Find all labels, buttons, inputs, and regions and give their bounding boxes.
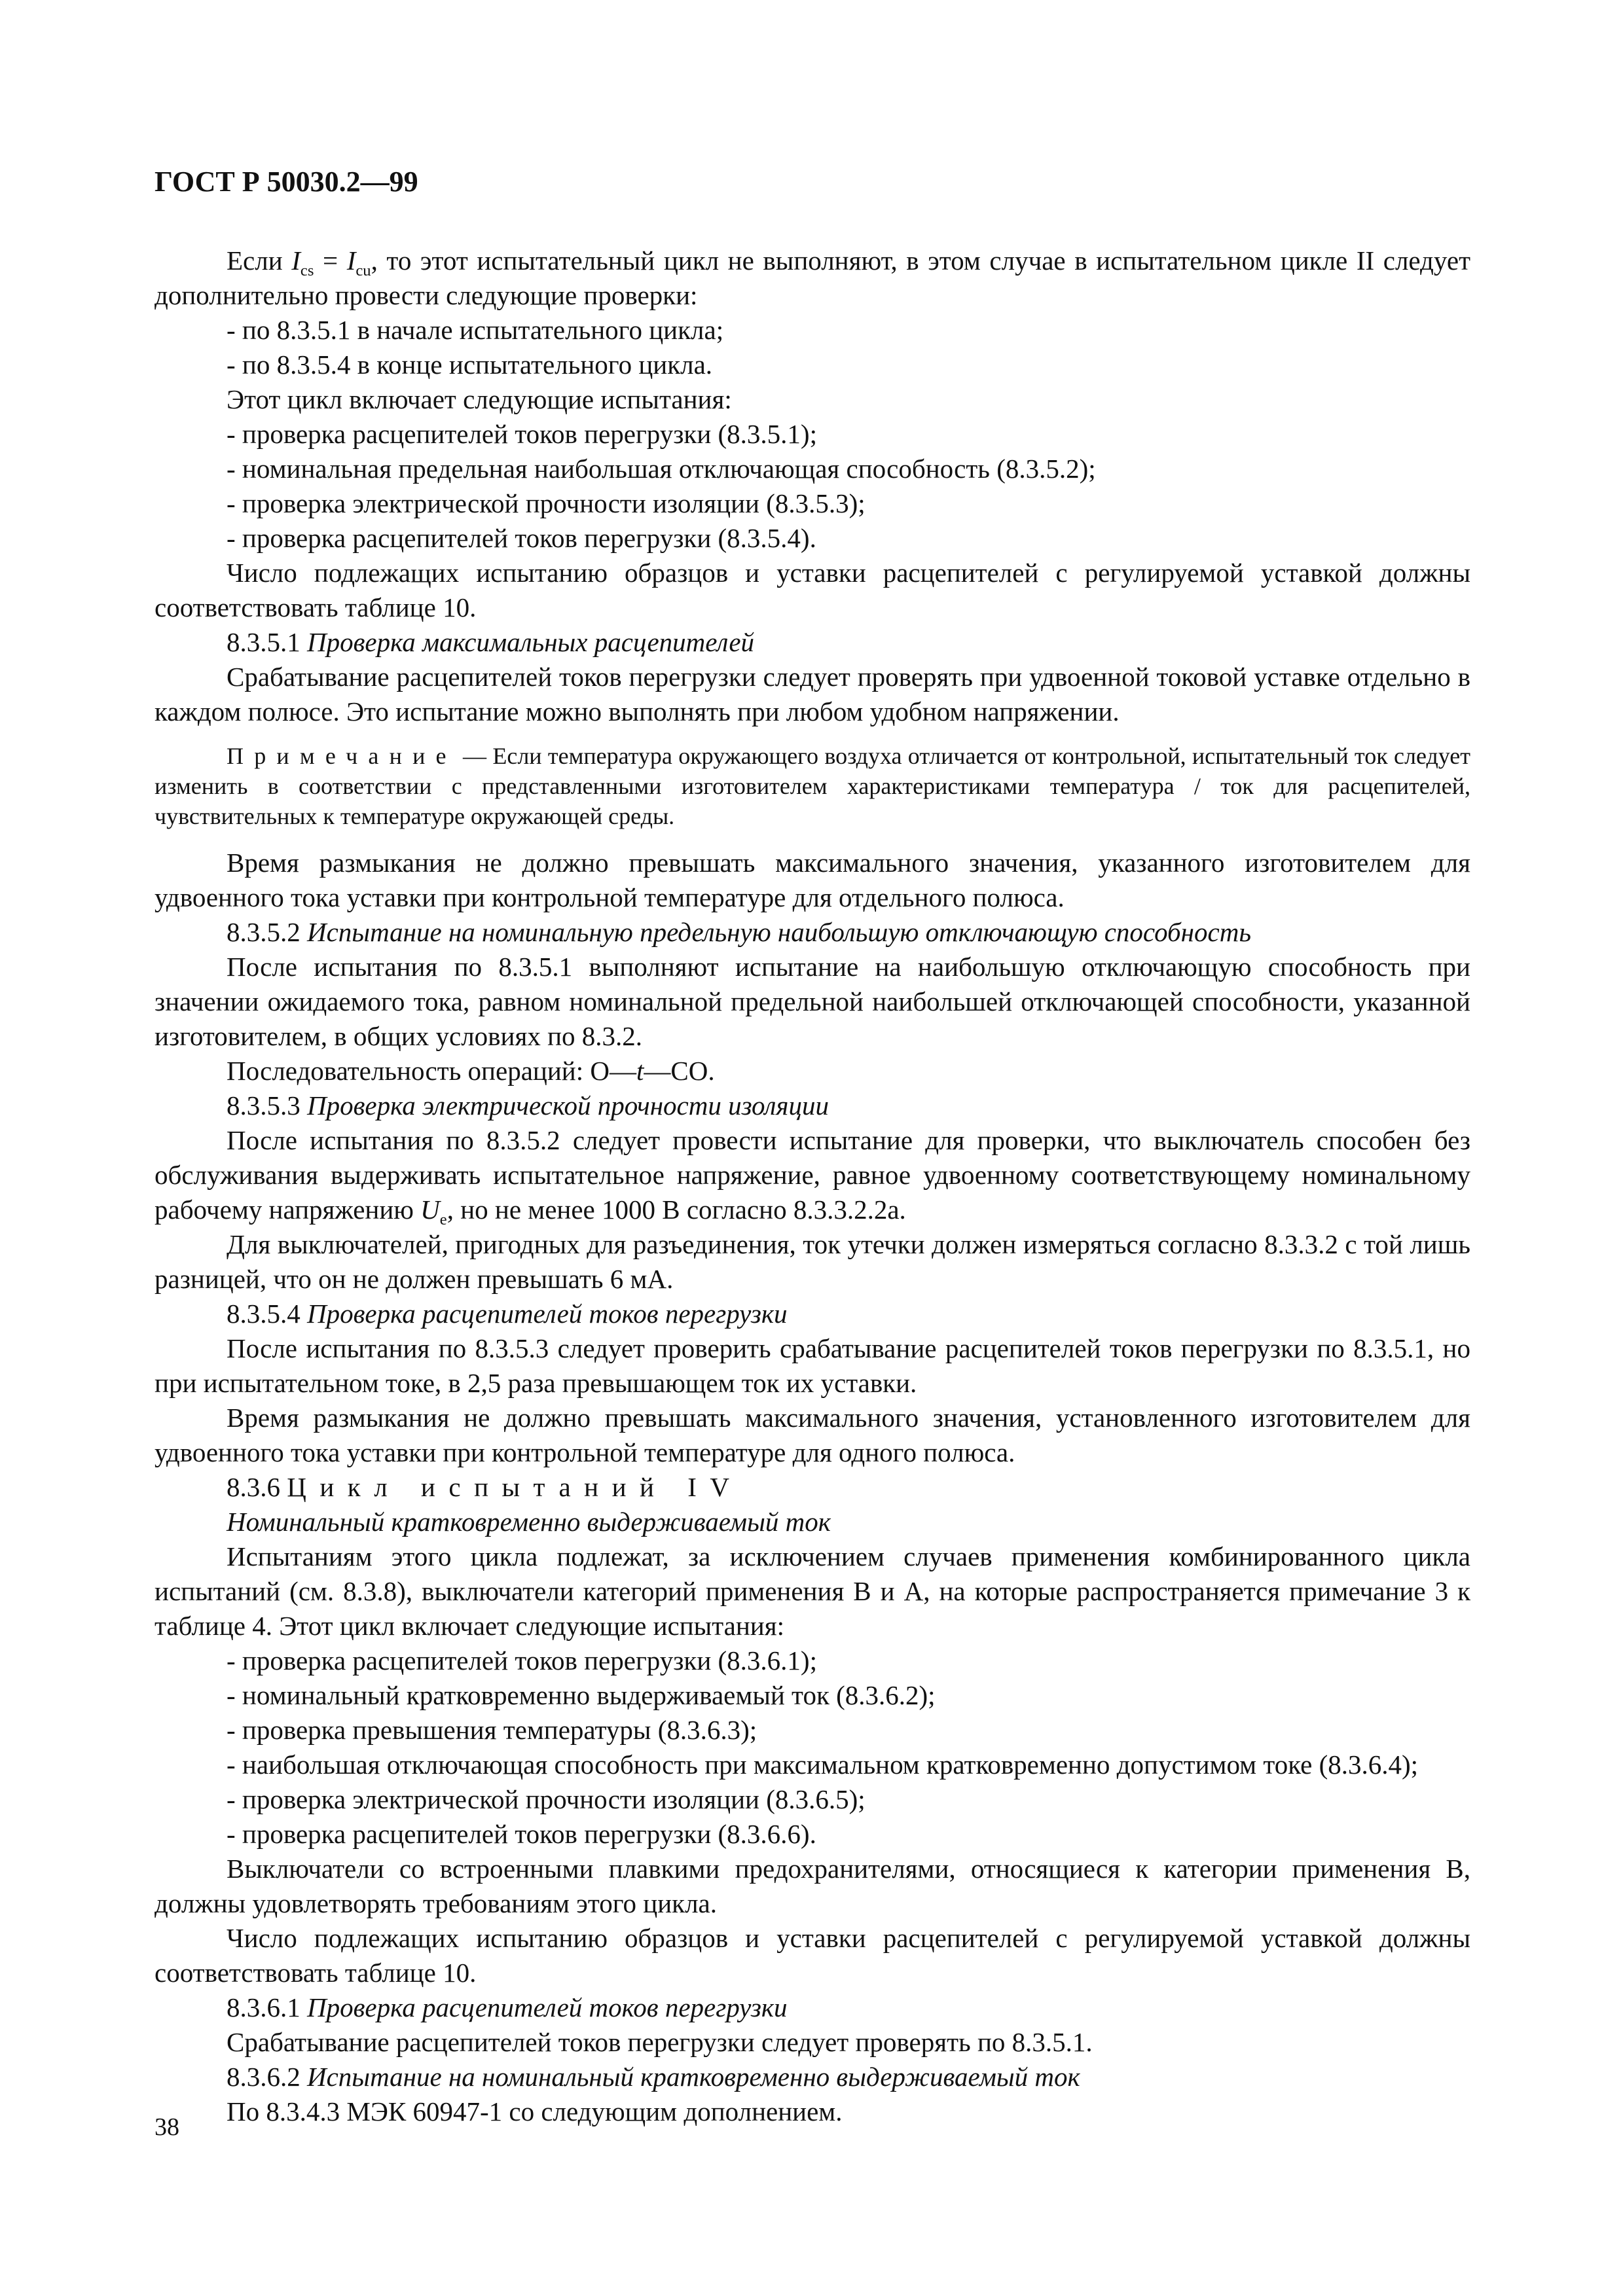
section-heading: 8.3.5.2 Испытание на номинальную предельную наибольшую отключающую способность <box>227 917 1251 947</box>
list-item: - проверка расцепителей токов перегрузки (8.3.5.4). <box>227 523 816 553</box>
document-header: ГОСТ Р 50030.2—99 <box>155 166 418 198</box>
section-heading: 8.3.5.4 Проверка расцепителей токов перегрузки <box>227 1299 788 1329</box>
paragraph: Испытаниям этого цикла подлежат, за исключением случаев применения комбинированного цикла испытаний (см. 8.3.8), выключатели категорий применения В и А, на которые распространяется примечание 3 к таблице 4. Этот цикл включает следующие испытания: <box>155 1541 1470 1641</box>
paragraph: По 8.3.4.3 МЭК 60947-1 со следующим дополнением. <box>227 2096 843 2126</box>
paragraph: Срабатывание расцепителей токов перегрузки следует проверять при удвоенной токовой уставке отдельно в каждом полюсе. Это испытание можно выполнять при любом удобном напряжении. <box>155 662 1470 726</box>
paragraph: Число подлежащих испытанию образцов и уставки расцепителей с регулируемой уставкой должны соответствовать таблице 10. <box>155 1923 1470 1988</box>
paragraph: Время размыкания не должно превышать максимального значения, установленного изготовителем для удвоенного тока уставки при контрольной температуре для одного полюса. <box>155 1403 1470 1467</box>
section-subtitle: Номинальный кратковременно выдерживаемый ток <box>227 1507 831 1537</box>
paragraph: После испытания по 8.3.5.3 следует проверить срабатывание расцепителей токов перегрузки по 8.3.5.1, но при испытательном токе, в 2,5 раза превышающем ток их уставки. <box>155 1333 1470 1398</box>
paragraph: Для выключателей, пригодных для разъединения, ток утечки должен измеряться согласно 8.3.3.2 с той лишь разницей, что он не должен превышать 6 мА. <box>155 1229 1470 1294</box>
section-heading: 8.3.5.1 Проверка максимальных расцепителей <box>227 627 755 657</box>
paragraph: Время размыкания не должно превышать максимального значения, указанного изготовителем для удвоенного тока уставки при контрольной температуре для отдельного полюса. <box>155 848 1470 912</box>
list-item: - проверка расцепителей токов перегрузки (8.3.6.6). <box>227 1819 816 1849</box>
document-body <box>155 243 1470 2129</box>
paragraph: Срабатывание расцепителей токов перегрузки следует проверять по 8.3.5.1. <box>227 2027 1093 2057</box>
list-item: - по 8.3.5.1 в начале испытательного цикла; <box>227 315 724 345</box>
list-item: - номинальный кратковременно выдерживаемый ток (8.3.6.2); <box>227 1680 936 1710</box>
list-item: - по 8.3.5.4 в конце испытательного цикла. <box>227 350 713 380</box>
paragraph: Выключатели со встроенными плавкими предохранителями, относящиеся к категории применения В, должны удовлетворять требованиям этого цикла. <box>155 1854 1470 1918</box>
list-item: - наибольшая отключающая способность при максимальном кратковременно допустимом токе (8.3.6.4); <box>227 1749 1419 1780</box>
list-item: - проверка расцепителей токов перегрузки (8.3.5.1); <box>227 419 817 449</box>
list-item: - проверка электрической прочности изоляции (8.3.5.3); <box>227 488 866 518</box>
paragraph: После испытания по 8.3.5.2 следует провести испытание для проверки, что выключатель способен без обслуживания выдерживать испытательное напряжение, равное удвоенному соответствующему номинальному рабочему напряжению $U_e$, но не менее 1000 В согласно 8.3.3.2.2а. <box>155 1125 1470 1229</box>
paragraph: После испытания по 8.3.5.1 выполняют испытание на наибольшую отключающую способность при значении ожидаемого тока, равном номинальной предельной наибольшей отключающей способности, указанной изготовителем, в общих условиях по 8.3.2. <box>155 952 1470 1051</box>
paragraph: Этот цикл включает следующие испытания: <box>227 384 732 414</box>
section-heading: 8.3.6 Цикл испытаний IV <box>227 1472 743 1502</box>
paragraph: Если $I_{cs} = I_{cu}$, то этот испытательный цикл не выполняют, в этом случае в испытательном цикле II следует дополнительно провести следующие проверки: <box>155 245 1470 310</box>
list-item: - номинальная предельная наибольшая отключающая способность (8.3.5.2); <box>227 454 1096 484</box>
list-item: - проверка превышения температуры (8.3.6.3); <box>227 1715 757 1745</box>
list-item: - проверка расцепителей токов перегрузки (8.3.6.1); <box>227 1645 817 1676</box>
page-number: 38 <box>155 2113 179 2141</box>
list-item: - проверка электрической прочности изоляции (8.3.6.5); <box>227 1784 866 1814</box>
note: Примечание — Если температура окружающего воздуха отличается от контрольной, испытательный ток следует изменить в соответствии с представленными изготовителем характеристиками температура / ток для расцепителей, чувствительных к температуре окружающей среды. <box>155 743 1470 829</box>
paragraph: Последовательность операций: О—t—СО. <box>227 1056 715 1086</box>
paragraph: Число подлежащих испытанию образцов и уставки расцепителей с регулируемой уставкой должны соответствовать таблице 10. <box>155 558 1470 622</box>
section-heading: 8.3.5.3 Проверка электрической прочности изоляции <box>227 1090 829 1121</box>
section-heading: 8.3.6.1 Проверка расцепителей токов перегрузки <box>227 1992 788 2022</box>
section-heading: 8.3.6.2 Испытание на номинальный кратковременно выдерживаемый ток <box>227 2062 1080 2092</box>
